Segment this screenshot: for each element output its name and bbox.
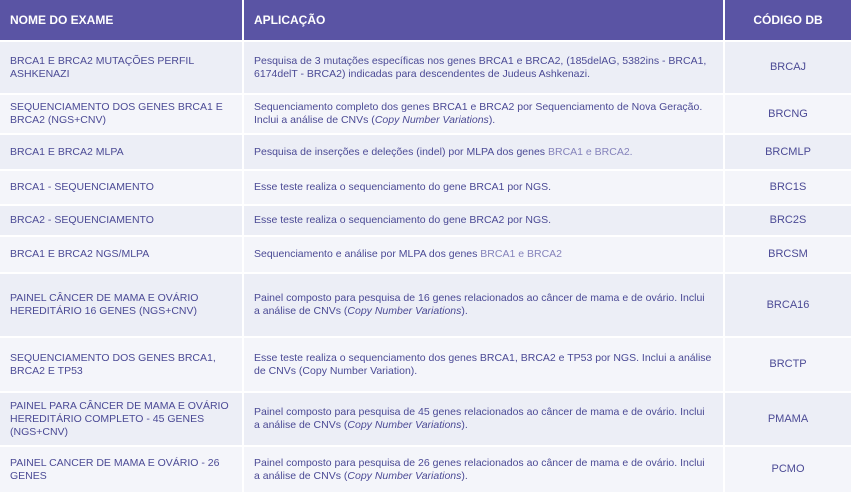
exam-application xyxy=(243,94,724,134)
table-row xyxy=(0,134,851,170)
application-italic: Copy Number Variations xyxy=(374,114,489,126)
exam-name: BRCA1 E BRCA2 MUTAÇÕES PERFIL ASHKENAZI xyxy=(0,41,243,94)
header-exam-name: NOME DO EXAME xyxy=(0,0,243,41)
application-text-end: ). xyxy=(461,419,468,431)
application-text: Painel composto para pesquisa de 26 genes relacionados ao câncer de mama e de ovário. Inclui a análise de CNVs ( xyxy=(254,456,705,482)
exam-name: SEQUENCIAMENTO DOS GENES BRCA1, BRCA2 E TP53 xyxy=(0,337,243,392)
header-application: APLICAÇÃO xyxy=(243,0,724,41)
exam-application xyxy=(243,236,724,273)
exam-application: Esse teste realiza o sequenciamento dos genes BRCA1, BRCA2 e TP53 por NGS. Inclui a análise de CNVs (Copy Number Variation). xyxy=(243,337,724,392)
application-genes: BRCA1 e BRCA2. xyxy=(547,145,633,158)
application-text: Sequenciamento e análise por MLPA dos genes xyxy=(254,248,481,260)
exam-name: PAINEL CÂNCER DE MAMA E OVÁRIO HEREDITÁRIO 16 GENES (NGS+CNV) xyxy=(0,273,243,337)
exam-code: BRCMLP xyxy=(724,134,851,170)
table-row xyxy=(0,170,851,205)
table-row xyxy=(0,337,851,392)
exam-name: BRCA1 - SEQUENCIAMENTO xyxy=(0,170,243,205)
exam-code: PCMO xyxy=(724,446,851,492)
table-row xyxy=(0,41,851,94)
exam-name: BRCA1 E BRCA2 MLPA xyxy=(0,134,243,170)
exam-application: Esse teste realiza o sequenciamento do gene BRCA1 por NGS. xyxy=(243,170,724,205)
application-italic: Copy Number Variations xyxy=(347,469,462,482)
application-text: Painel composto para pesquisa de 45 genes relacionados ao câncer de mama e de ovário. Inclui a análise de CNVs ( xyxy=(254,406,705,431)
application-text: Painel composto para pesquisa de 16 genes relacionados ao câncer de mama e de ovário. Inclui a análise de CNVs ( xyxy=(254,292,705,317)
exam-application xyxy=(243,273,724,337)
exam-application xyxy=(243,392,724,446)
application-text: Pesquisa de inserções e deleções (indel) por MLPA dos genes xyxy=(254,145,548,158)
application-text-end: ). xyxy=(461,469,468,482)
exam-name: PAINEL PARA CÂNCER DE MAMA E OVÁRIO HEREDITÁRIO COMPLETO - 45 GENES (NGS+CNV) xyxy=(0,392,243,446)
application-text: Sequenciamento completo dos genes BRCA1 e BRCA2 por Sequenciamento de Nova Geração. Inclui a análise de CNVs ( xyxy=(254,101,703,126)
exam-application: Pesquisa de 3 mutações específicas nos genes BRCA1 e BRCA2, (185delAG, 5382ins - BRCA1, 6174delT - BRCA2) indicadas para descendentes de Judeus Ashkenazi. xyxy=(243,41,724,94)
exam-code: BRCSM xyxy=(724,236,851,273)
exam-application xyxy=(243,446,724,492)
exam-name: PAINEL CANCER DE MAMA E OVÁRIO - 26 GENES xyxy=(0,446,243,492)
exam-code: BRCAJ xyxy=(724,41,851,94)
header-db-code: CÓDIGO DB xyxy=(724,0,851,41)
exam-code: BRCNG xyxy=(724,94,851,134)
exam-application xyxy=(243,134,724,170)
exam-code: BRCA16 xyxy=(724,273,851,337)
application-italic: Copy Number Variations xyxy=(347,305,462,317)
table-row xyxy=(0,273,851,337)
table-row xyxy=(0,94,851,134)
exam-application: Esse teste realiza o sequenciamento do gene BRCA2 por NGS. xyxy=(243,205,724,236)
table-row xyxy=(0,392,851,446)
exam-code: BRC2S xyxy=(724,205,851,236)
exam-name: SEQUENCIAMENTO DOS GENES BRCA1 E BRCA2 (NGS+CNV) xyxy=(0,94,243,134)
table-row xyxy=(0,446,851,492)
application-text-end: ). xyxy=(461,305,468,317)
table-header-row xyxy=(0,0,851,41)
application-text-end: ). xyxy=(488,114,496,126)
exam-code: BRC1S xyxy=(724,170,851,205)
exam-code: BRCTP xyxy=(724,337,851,392)
application-genes: BRCA1 e BRCA2 xyxy=(480,248,562,260)
table-row xyxy=(0,236,851,273)
exam-code: PMAMA xyxy=(724,392,851,446)
application-italic: Copy Number Variations xyxy=(347,419,462,431)
exam-name: BRCA1 E BRCA2 NGS/MLPA xyxy=(0,236,243,273)
exam-name: BRCA2 - SEQUENCIAMENTO xyxy=(0,205,243,236)
table-row xyxy=(0,205,851,236)
